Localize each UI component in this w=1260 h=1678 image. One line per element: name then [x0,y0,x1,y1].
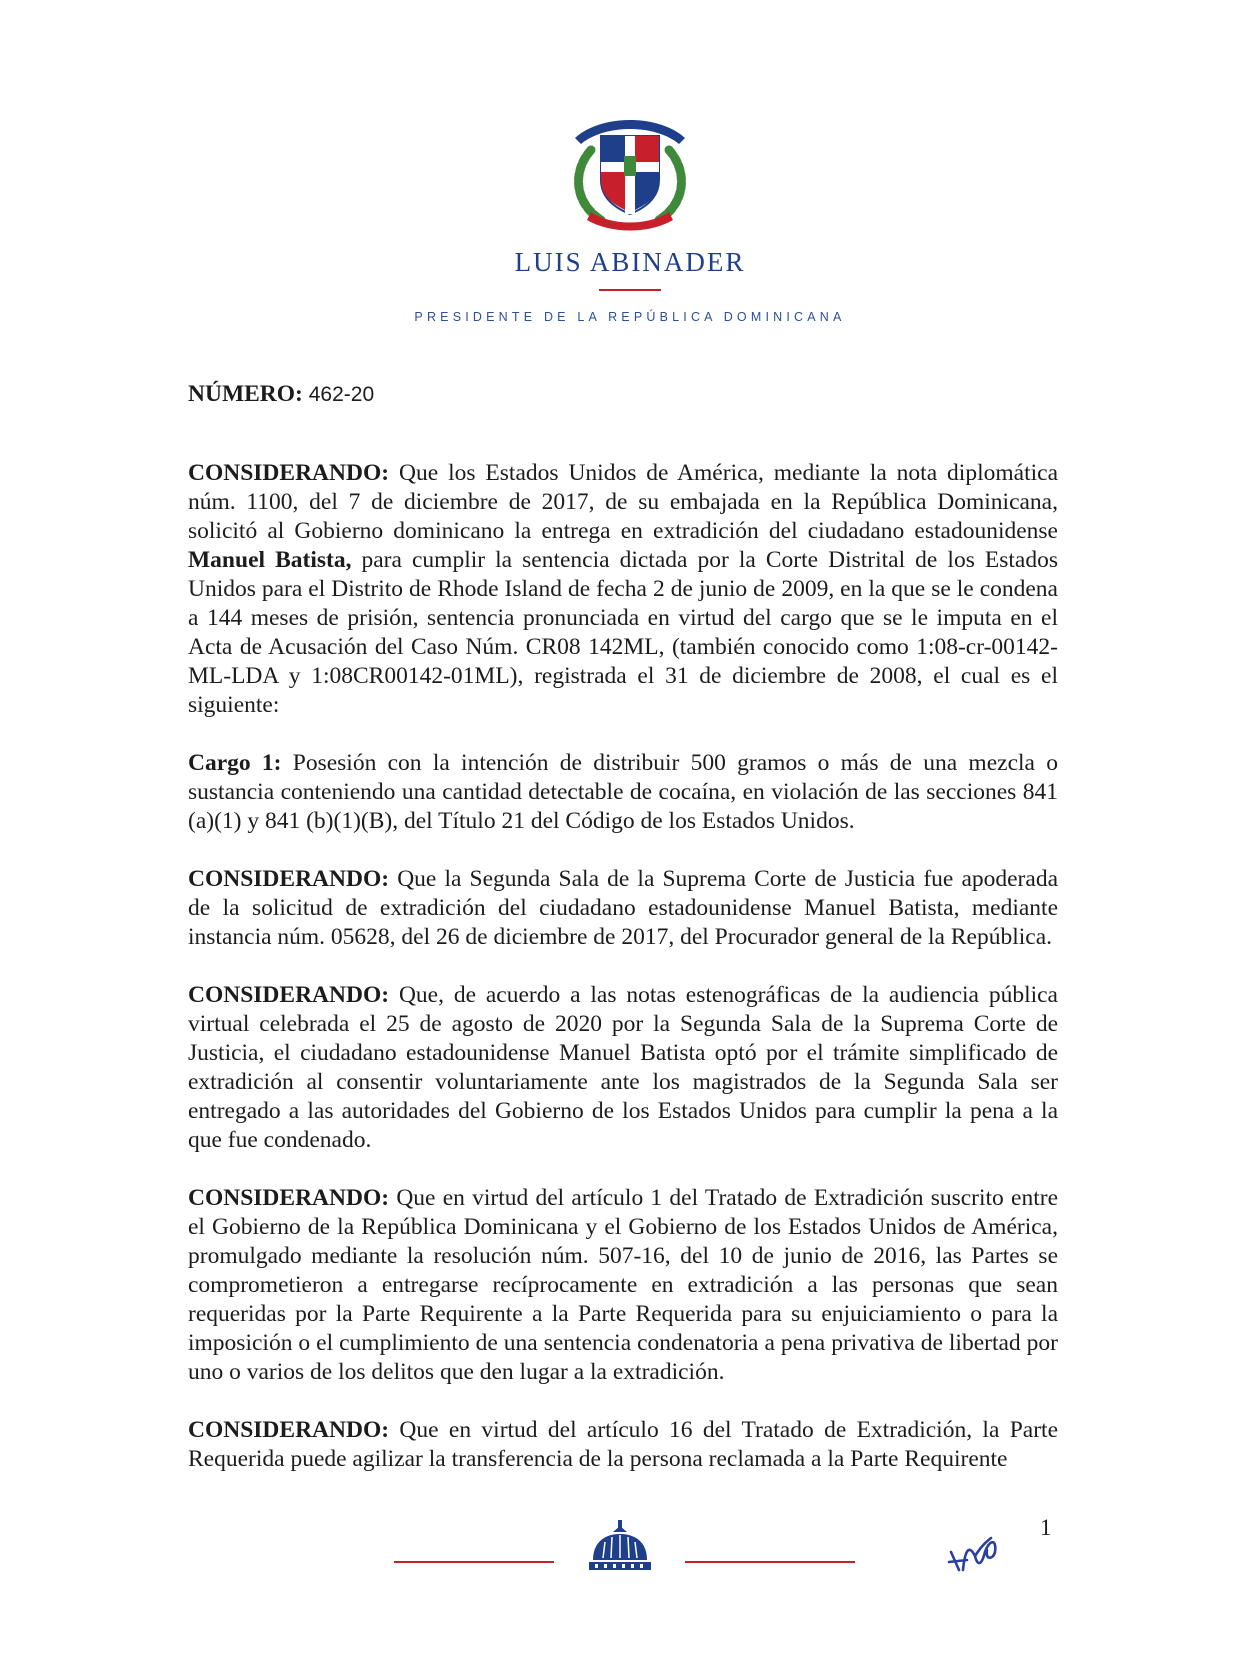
paragraph-lead: Cargo 1: [188,750,282,776]
document-number-label: NÚMERO: [188,381,303,407]
paragraph-considerando-3 [188,981,1058,1155]
document-body [188,380,1058,1503]
document-number [188,380,1058,409]
paragraph-text: Que en virtud del artículo 16 del Tratado de Extradición, la Parte Requerida puede agilizar la transferencia de la persona reclamada a la Parte Requirente [188,1417,1058,1472]
coat-of-arms-icon [561,110,699,234]
palace-dome-icon [585,1520,655,1572]
paragraph-text: Que los Estados Unidos de América, mediante la nota diplomática núm. 1100, del 7 de diciembre de 2017, de su embajada en la República Dominicana, solicitó al Gobierno dominicano la entrega en extradición del ciudadano estadounidense [188,460,1058,544]
paragraph-considerando-1 [188,459,1058,720]
paragraph-text: Que en virtud del artículo 1 del Tratado de Extradición suscrito entre el Gobierno de la República Dominicana y el Gobierno de los Estados Unidos de América, promulgado mediante la resolución núm. 507-16, del 10 de junio de 2016, las Partes se comprometieron a entregarse recíprocamente en extradición a las personas que sean requeridas por la Parte Requirente a la Parte Requerida para su enjuiciamiento o para la imposición o el cumplimiento de una sentencia condenatoria a pena privativa de libertad por uno o varios de los delitos que den lugar a la extradición. [188,1185,1058,1385]
paragraph-cargo-1 [188,749,1058,836]
paragraph-lead: CONSIDERANDO: [188,982,390,1008]
paragraph-considerando-2 [188,865,1058,952]
name-divider [599,289,661,291]
paragraph-text: Que, de acuerdo a las notas estenográficas de la audiencia pública virtual celebrada el 25 de agosto de 2020 por la Segunda Sala de la Suprema Corte de Justicia, el ciudadano estadounidense Manuel Batista optó por el trámite simplificado de extradición al consentir voluntariamente ante los magistrados de la Segunda Sala ser entregado a las autoridades del Gobierno de los Estados Unidos para cumplir la pena a la que fue condenado. [188,982,1058,1153]
paragraph-considerando-4 [188,1184,1058,1387]
footer-divider-left [394,1561,554,1563]
paragraph-text: Que la Segunda Sala de la Suprema Corte de Justicia fue apoderada de la solicitud de extradición del ciudadano estadounidense Manuel Batista, mediante instancia núm. 05628, del 26 de diciembre de 2017, del Procurador general de la República. [188,866,1058,950]
document-number-value: 462-20 [308,383,375,406]
paragraph-considerando-5 [188,1416,1058,1474]
handwritten-initials [945,1530,1007,1578]
paragraph-lead: CONSIDERANDO: [188,460,390,486]
footer-divider-right [685,1561,855,1563]
paragraph-lead: CONSIDERANDO: [188,1417,390,1443]
paragraph-lead: CONSIDERANDO: [188,866,390,892]
paragraph-text-continued: para cumplir la sentencia dictada por la Corte Distrital de los Estados Unidos para el Distrito de Rhode Island de fecha 2 de junio de 2009, en la que se le condena a 144 meses de prisión, sentencia pronunciada en virtud del cargo que se le imputa en el Acta de Acusación del Caso Núm. CR08 142ML, (también conocido como 1:08-cr-00142-ML-LDA y 1:08CR00142-01ML), registrada el 31 de diciembre de 2008, el cual es el siguiente: [188,547,1058,718]
paragraph-text: Posesión con la intención de distribuir 500 gramos o más de una mezcla o sustancia conteniendo una cantidad detectable de cocaína, en violación de las secciones 841 (a)(1) y 841 (b)(1)(B), del Título 21 del Código de los Estados Unidos. [188,750,1058,834]
president-name: LUIS ABINADER [514,247,746,277]
paragraph-bold-name: Manuel Batista, [188,547,352,573]
paragraph-lead: CONSIDERANDO: [188,1185,390,1211]
page-number: 1 [1040,1515,1052,1540]
president-title: PRESIDENTE DE LA REPÚBLICA DOMINICANA [414,310,846,324]
